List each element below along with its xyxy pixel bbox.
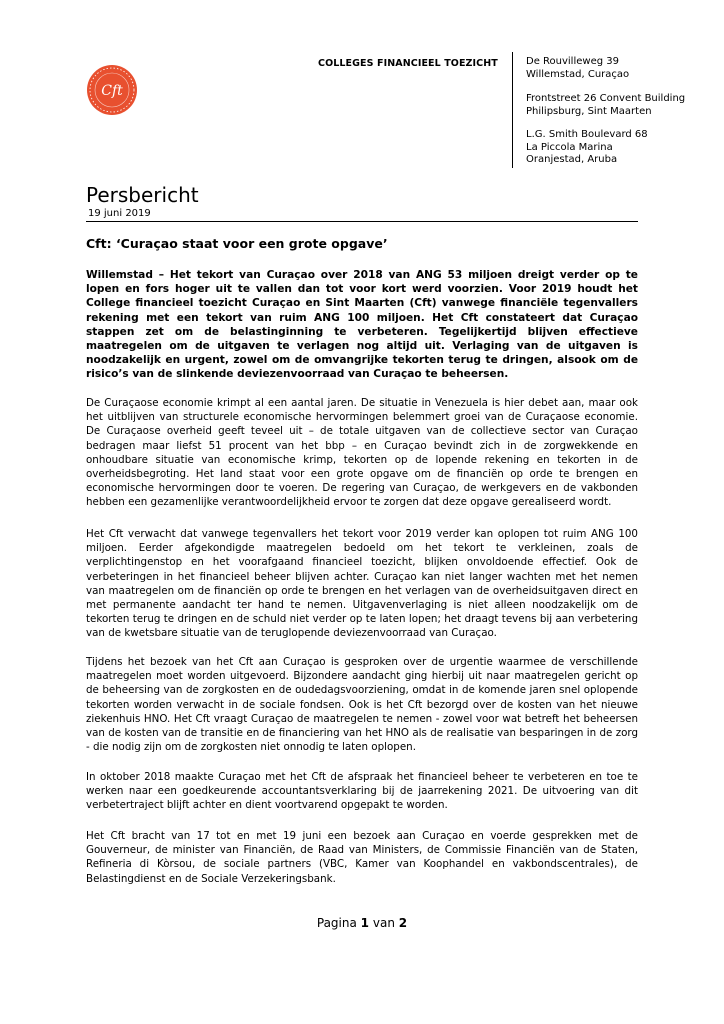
header-divider — [512, 52, 513, 168]
body-paragraph: Het Cft bracht van 17 tot en met 19 juni een bezoek aan Curaçao en voerde gesprekken met de Gouverneur, de minister van Financiën, de Raad van Ministers, de Commissie Financiën van de Staten, Refineria di Kòrsou, de sociale partners (VBC, Kamer van Koophandel en vakbondscentrales), de Belastingdienst en de Sociale Verzekeringsbank. — [86, 830, 638, 885]
address-line: De Rouvilleweg 39 — [526, 56, 619, 67]
headline: Cft: ‘Curaçao staat voor een grote opgave’ — [86, 236, 388, 251]
page-label: Pagina — [316, 916, 357, 930]
body-paragraph: Het Cft verwacht dat vanwege tegenvallers het tekort voor 2019 verder kan oplopen tot ruim ANG 100 miljoen. Eerder afgekondigde maatregelen bedoeld om het tekort te verkleinen, zoals de verplichtingenstop en het voorafgaand financieel toezicht, blijken onvoldoende effectief. Ook de verbeteringen in het financieel beheer blijven achter. Curaçao kan niet langer wachten met het nemen van maatregelen om de financiën op orde te brengen en het verlagen van de overheidsuitgaven direct en met permanente aandacht ter hand te nemen. Uitgavenverlaging is niet alleen noodzakelijk om de tekorten terug te dringen en de schuld niet verder op te laten lopen; het draagt tevens bij aan verbetering van de kwetsbare situatie van de teruglopende deviezenvoorraad van Curaçao. — [86, 528, 638, 640]
address-sint-maarten — [526, 93, 685, 118]
lead-paragraph: Willemstad – Het tekort van Curaçao over 2018 van ANG 53 miljoen dreigt verder op te lopen en fors hoger uit te vallen dan tot voor kort werd voorzien. Voor 2019 houdt het College financieel toezicht Curaçao en Sint Maarten (Cft) vanwege financiële tegenvallers rekening met een tekort van ruim ANG 100 miljoen. Het Cft constateert dat Curaçao stappen zet om de belastinginning te verbeteren. Tegelijkertijd blijven effectieve maatregelen om de uitgaven te verlagen nog altijd uit. Verlaging van de uitgaven is noodzakelijk en urgent, zowel om de omvangrijke tekorten terug te dringen, alsook om de risico’s van de slinkende deviezenvoorraad van Curaçao te beheersen. — [86, 269, 638, 381]
address-line: Frontstreet 26 Convent Building — [526, 93, 686, 104]
address-line: Oranjestad, Aruba — [526, 154, 618, 165]
logo-text: Cft — [101, 83, 123, 99]
cft-logo — [86, 64, 138, 116]
page-current: 1 — [360, 916, 370, 930]
release-date: 19 juni 2019 — [88, 208, 151, 219]
body-paragraph: In oktober 2018 maakte Curaçao met het Cft de afspraak het financieel beheer te verbeteren en toe te werken naar een goedkeurende accountantsverklaring bij de jaarrekening 2021. De uitvoering van dit verbetertraject blijft achter en dient voortvarend opgepakt te worden. — [86, 771, 638, 812]
title-rule — [86, 221, 638, 222]
body-paragraph: Tijdens het bezoek van het Cft aan Curaçao is gesproken over de urgentie waarmee de verschillende maatregelen moet worden uitgevoerd. Bijzondere aandacht ging hierbij uit naar maatregelen gericht op de beheersing van de zorgkosten en de oudedagsvoorziening, omdat in de komende jaren snel oplopende tekorten worden verwacht in de sociale fondsen. Ook is het Cft bezorgd over de kosten van het nieuwe ziekenhuis HNO. Het Cft vraagt Curaçao de maatregelen te nemen - zowel voor wat betreft het beheersen van de kosten van de transitie en de financiering van het HNO als de realisatie van besparingen in de zorg - die nodig zijn om de zorgkosten niet onnodig te laten oplopen. — [86, 656, 638, 754]
page-total: 2 — [398, 916, 408, 930]
page-title: Persbericht — [86, 183, 199, 207]
address-line: La Piccola Marina — [526, 141, 613, 153]
address-line: L.G. Smith Boulevard 68 — [526, 129, 648, 140]
address-line: Willemstad, Curaçao — [526, 68, 630, 80]
organization-name: COLLEGES FINANCIEEL TOEZICHT — [318, 58, 498, 69]
address-aruba — [526, 129, 648, 167]
body-paragraph: De Curaçaose economie krimpt al een aantal jaren. De situatie in Venezuela is hier debet aan, maar ook het uitblijven van structurele economische hervormingen belemmert groei van de Curaçaose economie. De Curaçaose overheid geeft teveel uit – de totale uitgaven van de collectieve sector van Curaçao bedragen maar liefst 51 procent van het bbp – en Curaçao bevindt zich in de zorgwekkende en onhoudbare situatie van economische krimp, tekorten op de lopende rekening en tekorten in de overheidsbegroting. Het land staat voor een grote opgave om de financiën op orde te brengen en economische hervormingen door te voeren. De regering van Curaçao, de werkgevers en de vakbonden hebben een gezamenlijke verantwoordelijkheid ervoor te zorgen dat deze opgave gerealiseerd wordt. — [86, 397, 638, 509]
page-footer — [0, 916, 724, 930]
address-curacao — [526, 56, 629, 81]
page-separator: van — [372, 916, 395, 930]
address-line: Philipsburg, Sint Maarten — [526, 105, 652, 117]
